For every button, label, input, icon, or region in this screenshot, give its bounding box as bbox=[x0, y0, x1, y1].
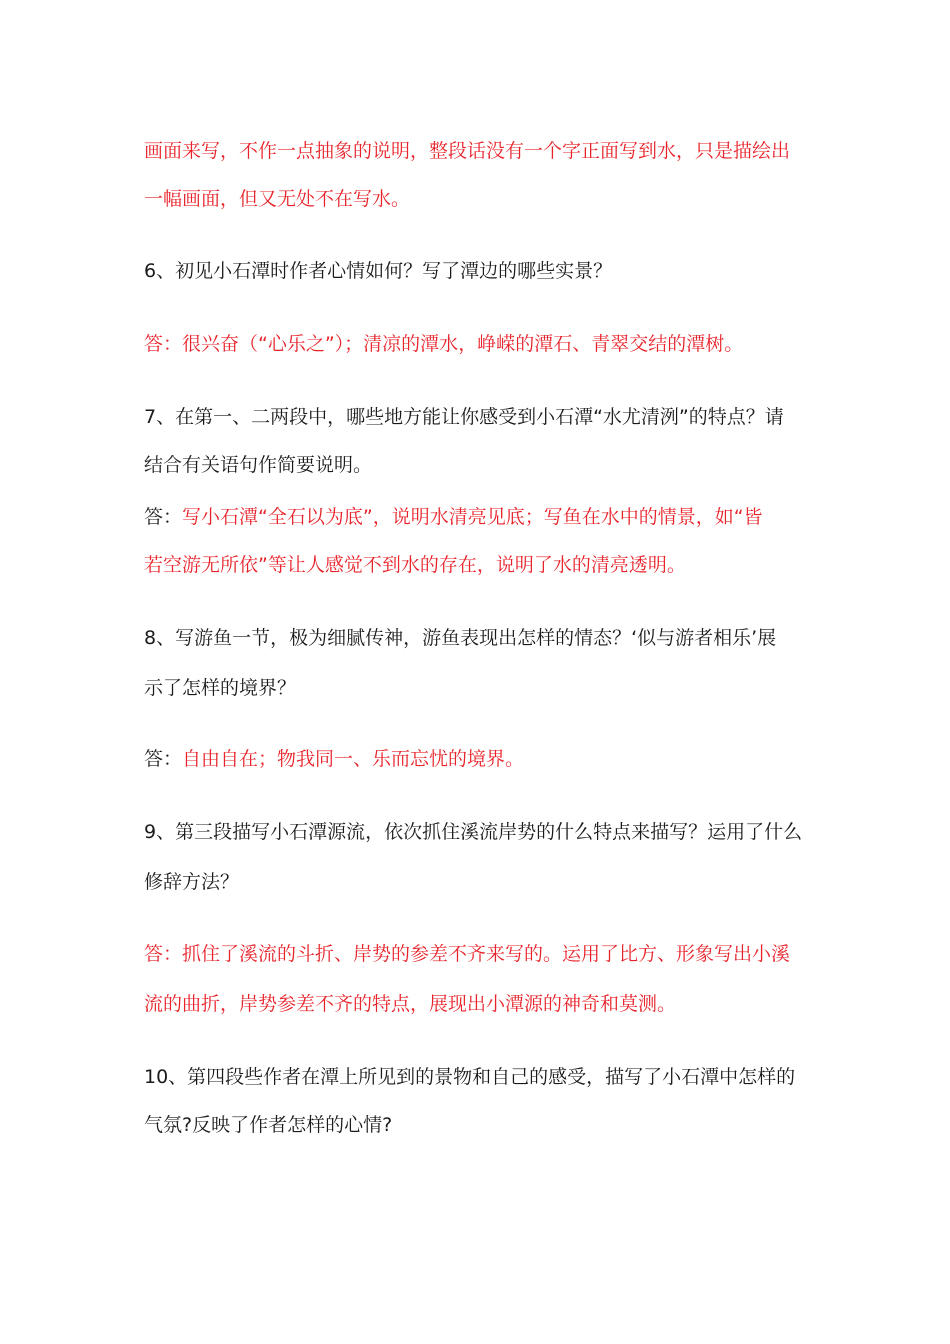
question-10-line-1: 10、第四段些作者在潭上所见到的景物和自己的感受，描写了小石潭中怎样的 bbox=[144, 1066, 796, 1088]
answer-8 bbox=[144, 746, 524, 772]
answer-7-line-2: 若空游无所依”等让人感觉不到水的存在，说明了水的清亮透明。 bbox=[144, 554, 686, 576]
question-8-line-2: 示了怎样的境界？ bbox=[144, 677, 297, 699]
answer-7-text: 写小石潭“全石以为底”，说明水清亮见底；写鱼在水中的情景，如“皆 bbox=[182, 506, 763, 528]
answer-5-line-2: 画面来写，不作一点抽象的说明，整段话没有一个字正面写到水，只是描绘出 bbox=[144, 140, 791, 162]
answer-9-line-2: 流的曲折，岸势参差不齐的特点，展现出小潭源的神奇和莫测。 bbox=[144, 993, 677, 1015]
answer-7-line-1 bbox=[144, 504, 763, 530]
question-7-line-1: 7、在第一、二两段中，哪些地方能让你感受到小石潭“水尤清洌”的特点？请 bbox=[144, 406, 784, 428]
answer-9-line-1: 答：抓住了溪流的斗折、岸势的参差不齐来写的。运用了比方、形象写出小溪 bbox=[144, 943, 791, 965]
question-9-line-2: 修辞方法？ bbox=[144, 871, 240, 893]
answer-8-text: 自由自在；物我同一、乐而忘忧的境界。 bbox=[182, 748, 525, 770]
answer-prefix: 答： bbox=[144, 748, 183, 770]
answer-5-line-3: 一幅画面，但又无处不在写水。 bbox=[144, 188, 411, 210]
question-10-line-2: 气氛?反映了作者怎样的心情? bbox=[144, 1114, 393, 1136]
answer-prefix: 答： bbox=[144, 506, 183, 528]
question-8-line-1: 8、写游鱼一节，极为细腻传神，游鱼表现出怎样的情态？‘似与游者相乐’展 bbox=[144, 627, 777, 649]
answer-6: 答：很兴奋（“心乐之”）；清凉的潭水，峥嵘的潭石、青翠交结的潭树。 bbox=[144, 333, 744, 355]
question-7-line-2: 结合有关语句作简要说明。 bbox=[144, 454, 373, 476]
question-9-line-1: 9、第三段描写小石潭源流，依次抓住溪流岸势的什么特点来描写？运用了什么 bbox=[144, 821, 803, 843]
question-6: 6、初见小石潭时作者心情如何？写了潭边的哪些实景？ bbox=[144, 260, 613, 282]
